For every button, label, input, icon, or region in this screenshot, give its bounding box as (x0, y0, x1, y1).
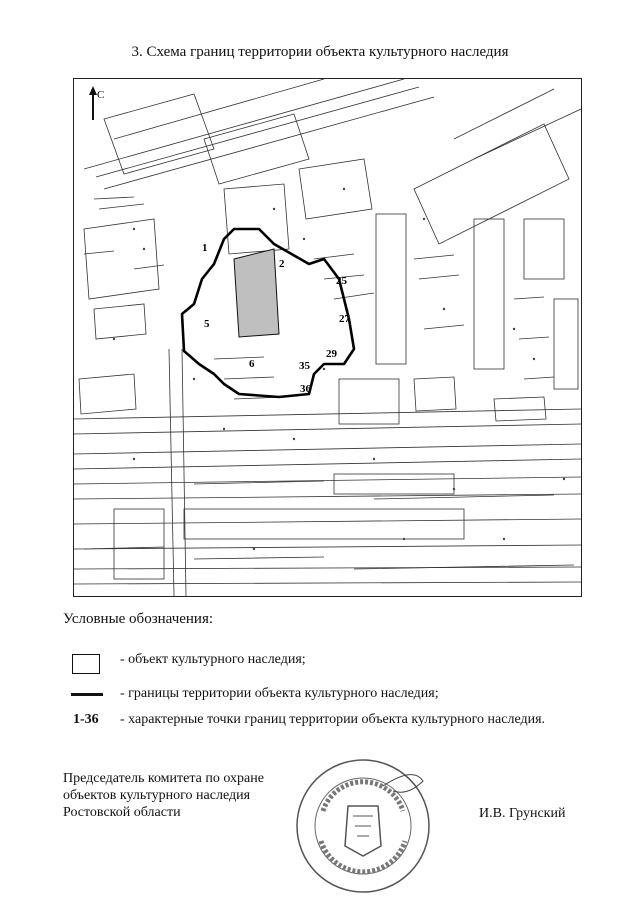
signatory-name: И.В. Грунский (479, 806, 566, 821)
signatory-position: Председатель комитета по охране объектов культурного наследия Ростовской области (63, 771, 264, 820)
map-frame (73, 78, 582, 597)
legend-heading: Условные обозначения: (63, 611, 214, 627)
boundary-point-label: 5 (204, 318, 210, 330)
cadastral-map (74, 79, 581, 596)
boundary-point-label: 25 (336, 275, 347, 287)
rectangle-symbol-icon (72, 654, 100, 674)
background-linework (74, 79, 581, 596)
page-title: 3. Схема границ территории объекта культурного наследия (131, 44, 509, 60)
boundary-point-label: 1 (202, 242, 208, 254)
north-label: С (97, 89, 104, 101)
official-seal-icon (293, 756, 433, 896)
boundary-point-label: 27 (339, 313, 350, 325)
points-range-label: 1-36 (73, 712, 99, 727)
boundary-point-label: 2 (279, 258, 285, 270)
heritage-object (234, 249, 279, 337)
boundary-point-label: 29 (326, 348, 337, 360)
boundary-point-label: 36 (300, 383, 311, 395)
north-arrow-icon (88, 86, 104, 122)
boundary-point-label: 35 (299, 360, 310, 372)
thick-line-symbol-icon (71, 693, 103, 696)
boundary-point-label: 6 (249, 358, 255, 370)
